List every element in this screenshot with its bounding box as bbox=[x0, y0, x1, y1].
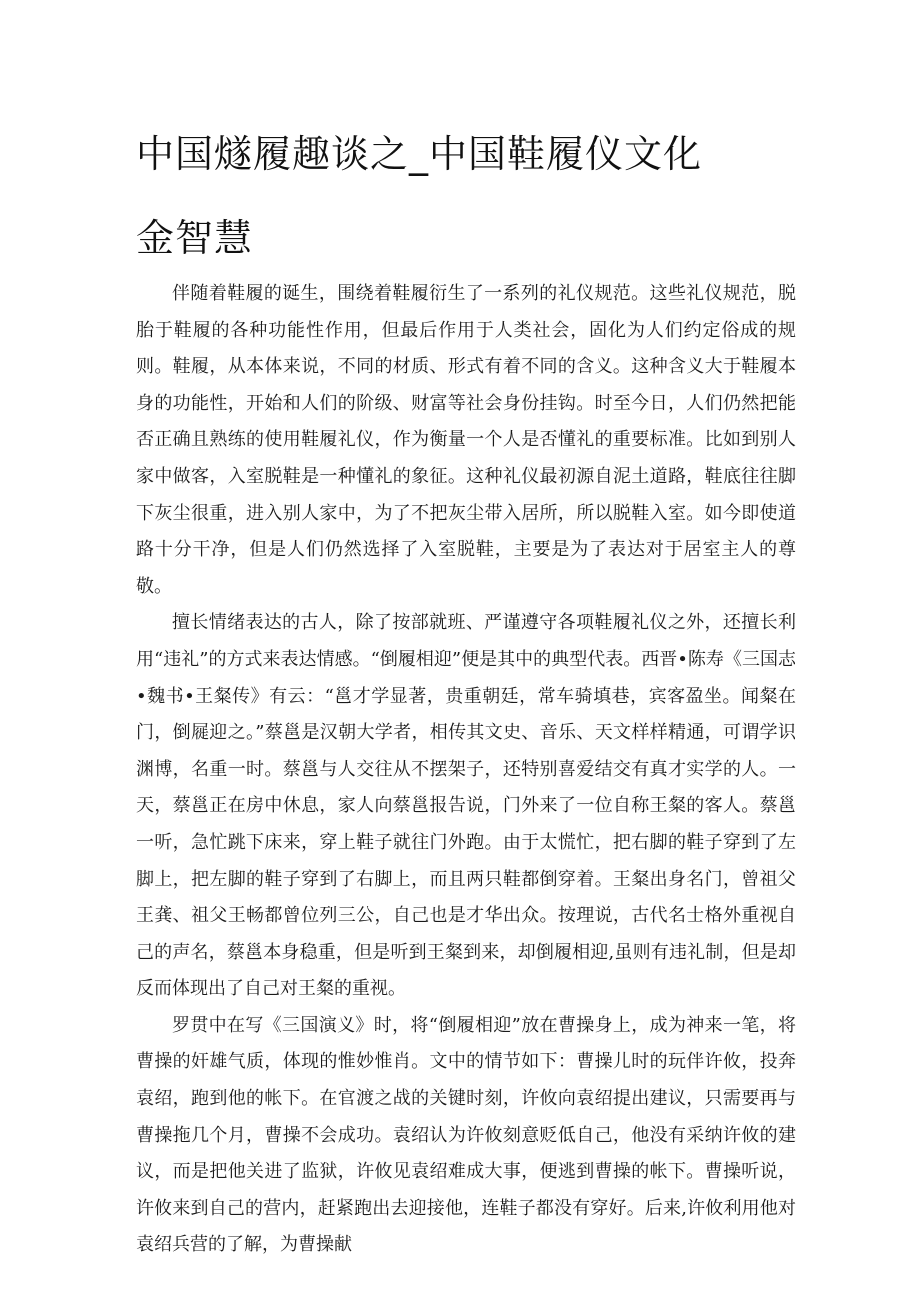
document-title: 中国燧履趣谈之_中国鞋履仪文化 bbox=[136, 132, 703, 176]
document-author: 金智慧 bbox=[136, 216, 254, 260]
document-body bbox=[136, 276, 796, 1264]
paragraph: 伴随着鞋履的诞生，围绕着鞋履衍生了一系列的礼仪规范。这些礼仪规范，脱胎于鞋履的各种功能性作用，但最后作用于人类社会，固化为人们约定俗成的规则。鞋履，从本体来说，不同的材质、形式有着不同的含义。这种含义大于鞋履本身的功能性，开始和人们的阶级、财富等社会身份挂钩。时至今日，人们仍然把能否正确且熟练的使用鞋履礼仪，作为衡量一个人是否懂礼的重要标准。比如到别人家中做客，入室脱鞋是一种懂礼的象征。这种礼仪最初源自泥土道路，鞋底往往脚下灰尘很重，进入别人家中，为了不把灰尘带入居所，所以脱鞋入室。如今即使道路十分干净，但是人们仍然选择了入室脱鞋，主要是为了表达对于居室主人的尊敬。 bbox=[136, 283, 796, 597]
paragraph: 擅长情绪表达的古人，除了按部就班、严谨遵守各项鞋履礼仪之外，还擅长利用“违礼”的方式来表达情感。“倒履相迎”便是其中的典型代表。西晋•陈寿《三国志•魏书•王粲传》有云：“邕才学显著，贵重朝廷，常车骑填巷，宾客盈坐。闻粲在门，倒屣迎之。”蔡邕是汉朝大学者，相传其文史、音乐、天文样样精通，可谓学识渊博，名重一时。蔡邕与人交往从不摆架子，还特别喜爱结交有真才实学的人。一天，蔡邕正在房中休息，家人向蔡邕报告说，门外来了一位自称王粲的客人。蔡邕一听，急忙跳下床来，穿上鞋子就往门外跑。由于太慌忙，把右脚的鞋子穿到了左脚上，把左脚的鞋子穿到了右脚上，而且两只鞋都倒穿着。王粲出身名门，曾祖父王龚、祖父王畅都曾位列三公，自己也是才华出众。按理说，古代名士格外重视自己的声名，蔡邕本身稳重，但是听到王粲到来，却倒履相迎,虽则有违礼制，但是却反而体现出了自己对王粲的重视。 bbox=[136, 612, 796, 1000]
paragraph: 罗贯中在写《三国演义》时，将“倒履相迎”放在曹操身上，成为神来一笔，将曹操的奸雄气质，体现的惟妙惟肖。文中的情节如下：曹操儿时的玩伴许攸，投奔袁绍，跑到他的帐下。在官渡之战的关键时刻，许攸向袁绍提出建议，只需要再与曹操拖几个月，曹操不会成功。袁绍认为许攸刻意贬低自己，他没有采纳许攸的建议，而是把他关进了监狱，许攸见袁绍难成大事，便逃到曹操的帐下。曹操听说，许攸来到自己的营内，赶紧跑出去迎接他，连鞋子都没有穿好。后来,许攸利用他对袁绍兵营的了解，为曹操献 bbox=[136, 1014, 796, 1256]
